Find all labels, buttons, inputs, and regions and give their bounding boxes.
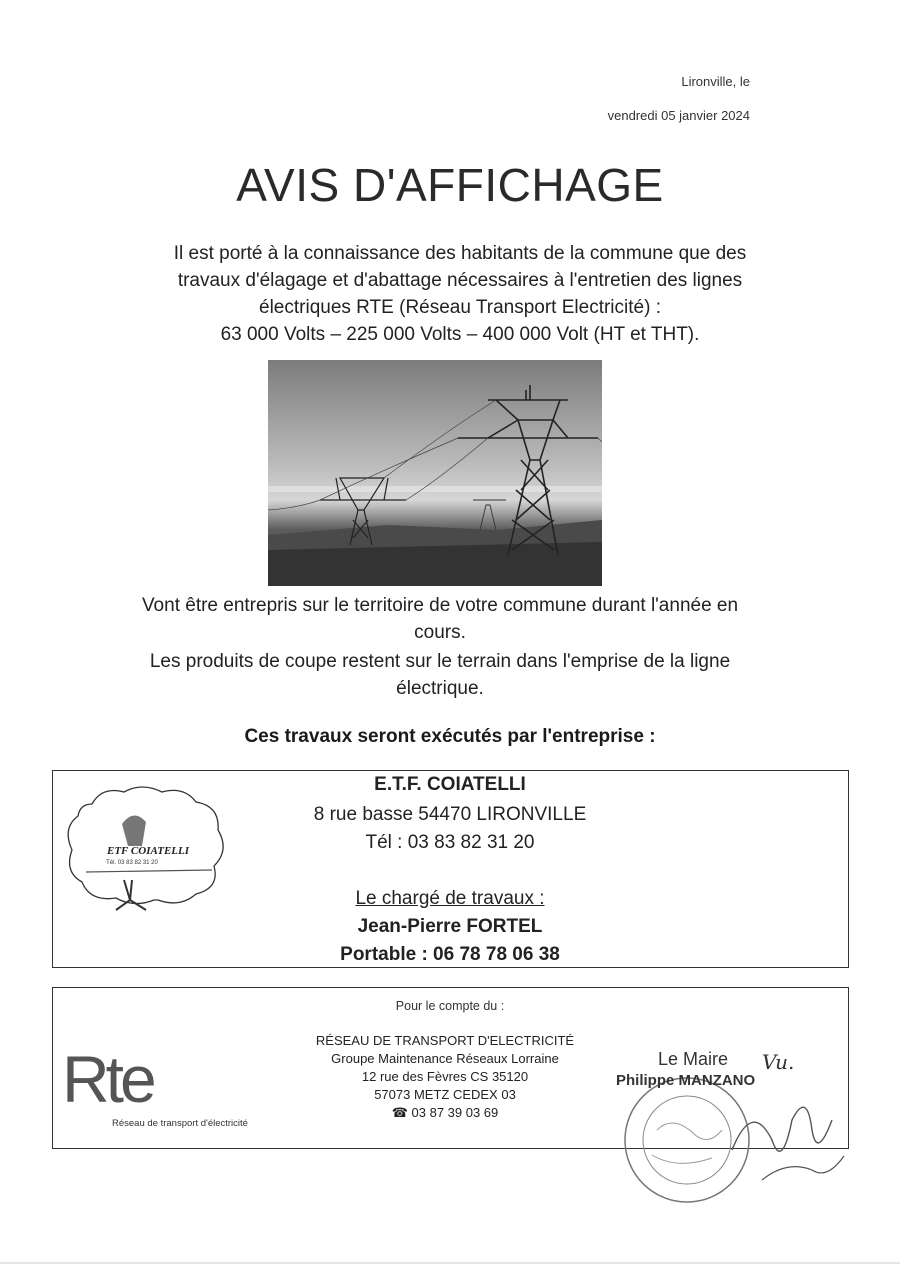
intro-line: travaux d'élagage et d'abattage nécessaires à l'entretien des lignes <box>177 270 743 291</box>
works-line: Vont être entrepris sur le territoire de votre commune durant l'année en <box>141 595 739 616</box>
etf-logo-text: ETF COIATELLI <box>106 845 190 857</box>
vu-handwritten: Vu. <box>762 1050 795 1074</box>
contractor-name: E.T.F. COIATELLI <box>374 774 526 795</box>
cuttings-paragraph <box>40 648 840 702</box>
contractor-phone: Tél : 03 83 82 31 20 <box>365 832 535 853</box>
rte-logo-text: Rte <box>62 1042 153 1110</box>
manager-mobile: Portable : 06 78 78 06 38 <box>340 944 560 965</box>
intro-paragraph <box>80 240 840 348</box>
cuttings-line: Les produits de coupe restent sur le terrain dans l'emprise de la ligne <box>149 651 731 672</box>
rte-logo <box>62 1040 182 1110</box>
executed-by-heading: Ces travaux seront exécutés par l'entreprise : <box>244 726 656 747</box>
client-org: RÉSEAU DE TRANSPORT D'ELECTRICITÉ <box>315 1033 575 1048</box>
client-group: Groupe Maintenance Réseaux Lorraine <box>331 1051 559 1066</box>
manager-name: Jean-Pierre FORTEL <box>357 916 543 937</box>
rte-tagline: Réseau de transport d'électricité <box>112 1118 248 1129</box>
mayor-label: Le Maire <box>658 1049 729 1069</box>
client-city: 57073 METZ CEDEX 03 <box>374 1087 516 1102</box>
client-phone: ☎ 03 87 39 03 69 <box>391 1105 499 1120</box>
works-line: cours. <box>414 622 466 643</box>
client-address: 12 rue des Fèvres CS 35120 <box>361 1069 529 1084</box>
intro-line: électriques RTE (Réseau Transport Electricité) : <box>259 297 661 318</box>
cuttings-line: électrique. <box>396 678 484 699</box>
mayor-name: Philippe MANZANO <box>616 1072 756 1089</box>
notice-date: vendredi 05 janvier 2024 <box>607 108 750 123</box>
works-paragraph <box>40 592 840 646</box>
place-label: Lironville, le <box>681 74 750 89</box>
manager-label: Le chargé de travaux : <box>355 888 545 909</box>
for-account-label: Pour le compte du : <box>395 999 505 1013</box>
etf-logo-subtext: Tél. 03 83 82 31 20 <box>106 860 158 866</box>
page-bottom-edge <box>0 1262 900 1264</box>
intro-line: Il est porté à la connaissance des habitants de la commune que des <box>173 243 747 264</box>
page-title: AVIS D'AFFICHAGE <box>236 159 664 211</box>
power-lines-photo <box>268 360 602 586</box>
intro-line: 63 000 Volts – 225 000 Volts – 400 000 Volt (HT et THT). <box>220 324 700 345</box>
contractor-address: 8 rue basse 54470 LIRONVILLE <box>313 804 587 825</box>
